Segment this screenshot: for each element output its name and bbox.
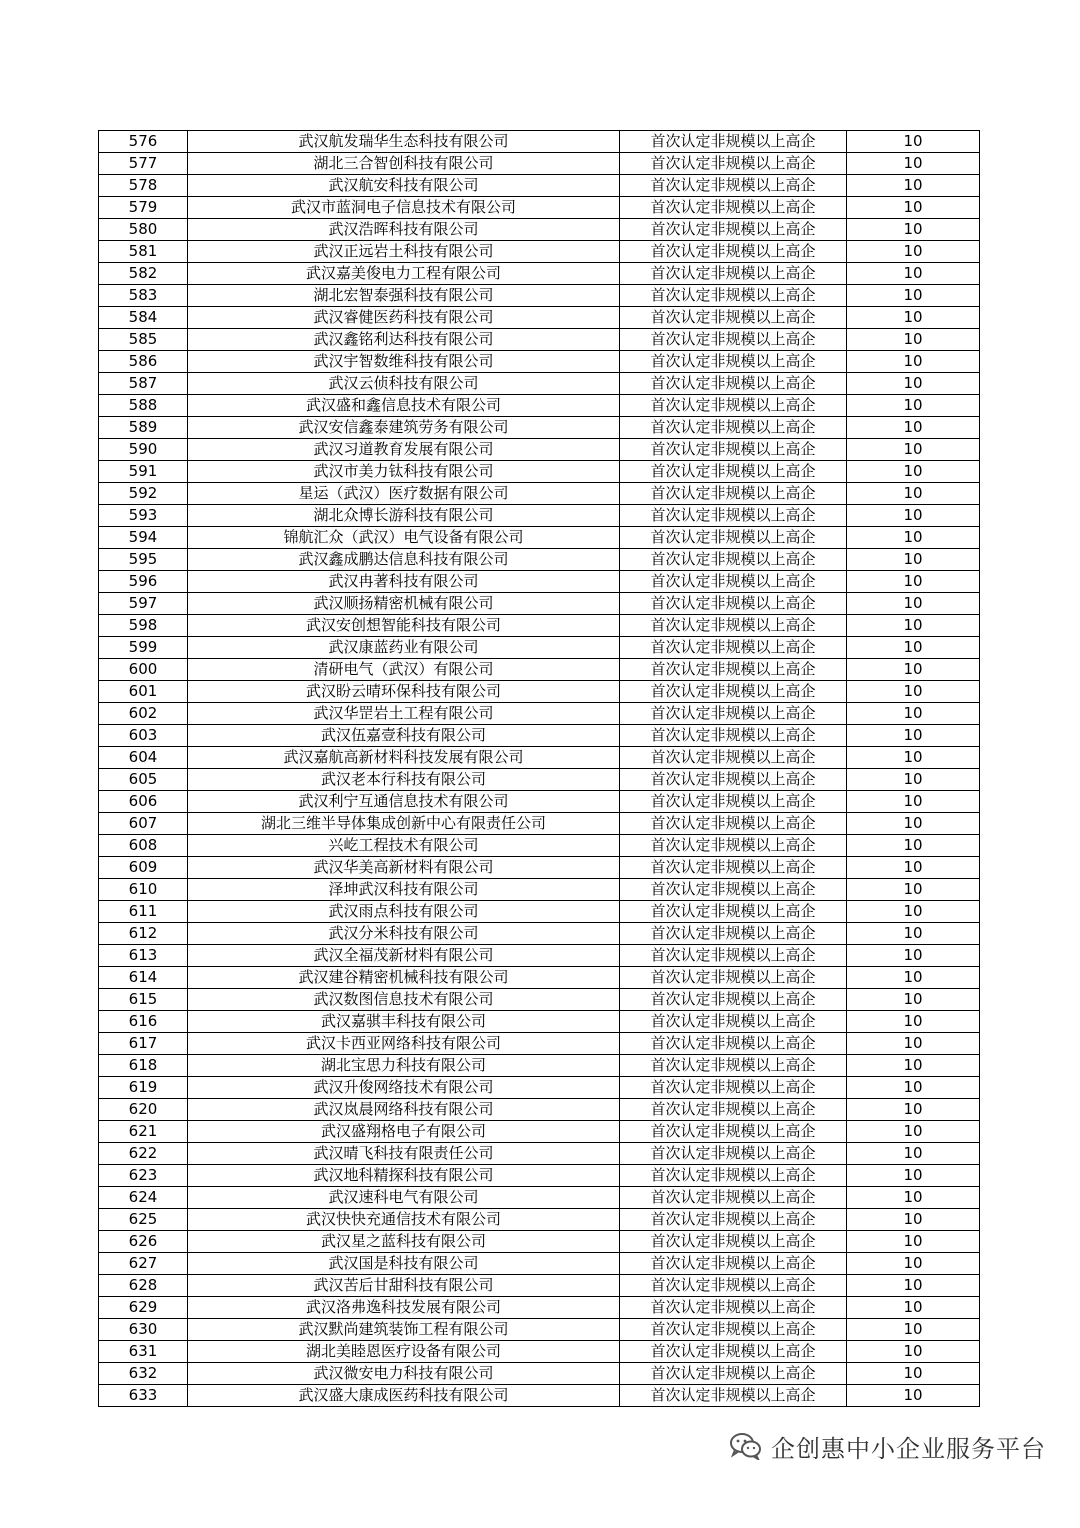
cell-recognition-type: 首次认定非规模以上高企 [620,923,847,945]
cell-score: 10 [847,197,980,219]
cell-score: 10 [847,967,980,989]
cell-recognition-type: 首次认定非规模以上高企 [620,483,847,505]
cell-company-name: 武汉卡西亚网络科技有限公司 [188,1033,620,1055]
cell-company-name: 武汉安信鑫泰建筑劳务有限公司 [188,417,620,439]
cell-company-name: 武汉航发瑞华生态科技有限公司 [188,131,620,153]
cell-company-name: 武汉嘉航高新材料科技发展有限公司 [188,747,620,769]
cell-recognition-type: 首次认定非规模以上高企 [620,681,847,703]
cell-number: 612 [99,923,188,945]
table-row [99,131,980,153]
cell-company-name: 湖北众博长游科技有限公司 [188,505,620,527]
cell-number: 619 [99,1077,188,1099]
cell-score: 10 [847,703,980,725]
cell-company-name: 武汉习道教育发展有限公司 [188,439,620,461]
cell-company-name: 武汉浩晖科技有限公司 [188,219,620,241]
cell-number: 607 [99,813,188,835]
cell-company-name: 湖北宝思力科技有限公司 [188,1055,620,1077]
cell-company-name: 武汉睿健医药科技有限公司 [188,307,620,329]
cell-recognition-type: 首次认定非规模以上高企 [620,901,847,923]
cell-number: 591 [99,461,188,483]
cell-number: 624 [99,1187,188,1209]
cell-recognition-type: 首次认定非规模以上高企 [620,1033,847,1055]
table-row [99,901,980,923]
cell-company-name: 武汉冉著科技有限公司 [188,571,620,593]
cell-score: 10 [847,175,980,197]
cell-recognition-type: 首次认定非规模以上高企 [620,857,847,879]
cell-recognition-type: 首次认定非规模以上高企 [620,1253,847,1275]
cell-score: 10 [847,1187,980,1209]
cell-company-name: 武汉升俊网络技术有限公司 [188,1077,620,1099]
cell-number: 595 [99,549,188,571]
cell-score: 10 [847,417,980,439]
cell-recognition-type: 首次认定非规模以上高企 [620,1209,847,1231]
cell-number: 602 [99,703,188,725]
cell-company-name: 武汉华美高新材料有限公司 [188,857,620,879]
table-row [99,505,980,527]
table-row [99,1165,980,1187]
cell-number: 596 [99,571,188,593]
cell-company-name: 武汉顺扬精密机械有限公司 [188,593,620,615]
cell-recognition-type: 首次认定非规模以上高企 [620,1121,847,1143]
cell-number: 629 [99,1297,188,1319]
cell-number: 584 [99,307,188,329]
cell-recognition-type: 首次认定非规模以上高企 [620,285,847,307]
table-row [99,527,980,549]
table-row [99,263,980,285]
cell-recognition-type: 首次认定非规模以上高企 [620,439,847,461]
table-row [99,1187,980,1209]
cell-company-name: 武汉国是科技有限公司 [188,1253,620,1275]
cell-score: 10 [847,857,980,879]
company-table [98,130,980,1407]
cell-company-name: 武汉速科电气有限公司 [188,1187,620,1209]
cell-score: 10 [847,681,980,703]
cell-score: 10 [847,593,980,615]
cell-number: 625 [99,1209,188,1231]
cell-score: 10 [847,527,980,549]
cell-company-name: 武汉星之蓝科技有限公司 [188,1231,620,1253]
cell-recognition-type: 首次认定非规模以上高企 [620,1297,847,1319]
cell-company-name: 武汉数图信息技术有限公司 [188,989,620,1011]
cell-number: 633 [99,1385,188,1407]
table-row [99,1275,980,1297]
cell-company-name: 武汉云侦科技有限公司 [188,373,620,395]
table-row [99,725,980,747]
cell-score: 10 [847,351,980,373]
cell-company-name: 武汉默尚建筑装饰工程有限公司 [188,1319,620,1341]
cell-recognition-type: 首次认定非规模以上高企 [620,1011,847,1033]
cell-score: 10 [847,461,980,483]
table-row [99,1253,980,1275]
table-row [99,1121,980,1143]
cell-number: 610 [99,879,188,901]
table-row [99,461,980,483]
cell-recognition-type: 首次认定非规模以上高企 [620,1319,847,1341]
cell-score: 10 [847,1011,980,1033]
cell-recognition-type: 首次认定非规模以上高企 [620,1385,847,1407]
cell-number: 598 [99,615,188,637]
cell-company-name: 武汉微安电力科技有限公司 [188,1363,620,1385]
table-row [99,439,980,461]
watermark [729,1431,1046,1461]
table-row [99,989,980,1011]
cell-company-name: 武汉苦后甘甜科技有限公司 [188,1275,620,1297]
cell-score: 10 [847,659,980,681]
cell-recognition-type: 首次认定非规模以上高企 [620,461,847,483]
cell-score: 10 [847,945,980,967]
cell-recognition-type: 首次认定非规模以上高企 [620,1055,847,1077]
cell-recognition-type: 首次认定非规模以上高企 [620,527,847,549]
cell-recognition-type: 首次认定非规模以上高企 [620,351,847,373]
cell-number: 604 [99,747,188,769]
cell-number: 623 [99,1165,188,1187]
cell-score: 10 [847,1033,980,1055]
cell-number: 621 [99,1121,188,1143]
cell-recognition-type: 首次认定非规模以上高企 [620,703,847,725]
cell-number: 630 [99,1319,188,1341]
table-row [99,703,980,725]
cell-company-name: 兴屹工程技术有限公司 [188,835,620,857]
cell-score: 10 [847,307,980,329]
cell-recognition-type: 首次认定非规模以上高企 [620,241,847,263]
table-row [99,681,980,703]
cell-number: 583 [99,285,188,307]
table-row [99,835,980,857]
cell-score: 10 [847,373,980,395]
cell-score: 10 [847,439,980,461]
table-row [99,395,980,417]
cell-number: 576 [99,131,188,153]
cell-recognition-type: 首次认定非规模以上高企 [620,989,847,1011]
cell-recognition-type: 首次认定非规模以上高企 [620,505,847,527]
table-row [99,791,980,813]
cell-score: 10 [847,989,980,1011]
cell-company-name: 武汉华罡岩土工程有限公司 [188,703,620,725]
cell-number: 605 [99,769,188,791]
cell-score: 10 [847,395,980,417]
cell-company-name: 武汉盼云晴环保科技有限公司 [188,681,620,703]
table-row [99,879,980,901]
cell-score: 10 [847,835,980,857]
cell-score: 10 [847,1363,980,1385]
table-row [99,219,980,241]
cell-company-name: 武汉嘉美俊电力工程有限公司 [188,263,620,285]
cell-score: 10 [847,1121,980,1143]
table-row [99,285,980,307]
cell-score: 10 [847,791,980,813]
table-row [99,1099,980,1121]
cell-recognition-type: 首次认定非规模以上高企 [620,549,847,571]
cell-recognition-type: 首次认定非规模以上高企 [620,131,847,153]
cell-number: 579 [99,197,188,219]
cell-recognition-type: 首次认定非规模以上高企 [620,659,847,681]
cell-company-name: 武汉盛大康成医药科技有限公司 [188,1385,620,1407]
cell-company-name: 武汉分米科技有限公司 [188,923,620,945]
table-row [99,1209,980,1231]
cell-recognition-type: 首次认定非规模以上高企 [620,571,847,593]
cell-company-name: 武汉伍嘉壹科技有限公司 [188,725,620,747]
cell-number: 581 [99,241,188,263]
cell-score: 10 [847,1275,980,1297]
cell-number: 594 [99,527,188,549]
cell-number: 631 [99,1341,188,1363]
cell-recognition-type: 首次认定非规模以上高企 [620,835,847,857]
cell-number: 613 [99,945,188,967]
cell-score: 10 [847,615,980,637]
cell-company-name: 湖北美睦恩医疗设备有限公司 [188,1341,620,1363]
cell-recognition-type: 首次认定非规模以上高企 [620,219,847,241]
cell-company-name: 武汉雨点科技有限公司 [188,901,620,923]
table-row [99,1055,980,1077]
cell-number: 611 [99,901,188,923]
cell-score: 10 [847,1385,980,1407]
table-row [99,351,980,373]
cell-number: 600 [99,659,188,681]
cell-score: 10 [847,923,980,945]
cell-recognition-type: 首次认定非规模以上高企 [620,637,847,659]
cell-score: 10 [847,1143,980,1165]
table-row [99,373,980,395]
cell-number: 588 [99,395,188,417]
table-row [99,615,980,637]
cell-number: 582 [99,263,188,285]
cell-score: 10 [847,571,980,593]
cell-recognition-type: 首次认定非规模以上高企 [620,615,847,637]
cell-score: 10 [847,1209,980,1231]
cell-score: 10 [847,263,980,285]
cell-recognition-type: 首次认定非规模以上高企 [620,1099,847,1121]
cell-company-name: 锦航汇众（武汉）电气设备有限公司 [188,527,620,549]
cell-company-name: 武汉晴飞科技有限责任公司 [188,1143,620,1165]
cell-recognition-type: 首次认定非规模以上高企 [620,967,847,989]
cell-company-name: 湖北三维半导体集成创新中心有限责任公司 [188,813,620,835]
table-row [99,1319,980,1341]
cell-company-name: 武汉建谷精密机械科技有限公司 [188,967,620,989]
cell-recognition-type: 首次认定非规模以上高企 [620,1231,847,1253]
cell-score: 10 [847,747,980,769]
cell-score: 10 [847,1055,980,1077]
cell-recognition-type: 首次认定非规模以上高企 [620,791,847,813]
cell-number: 608 [99,835,188,857]
cell-number: 585 [99,329,188,351]
table-row [99,1385,980,1407]
cell-score: 10 [847,769,980,791]
table-row [99,923,980,945]
table-row [99,637,980,659]
cell-company-name: 武汉嘉骐丰科技有限公司 [188,1011,620,1033]
cell-company-name: 武汉洛弗逸科技发展有限公司 [188,1297,620,1319]
cell-number: 627 [99,1253,188,1275]
cell-recognition-type: 首次认定非规模以上高企 [620,725,847,747]
cell-number: 632 [99,1363,188,1385]
cell-number: 615 [99,989,188,1011]
cell-company-name: 清研电气（武汉）有限公司 [188,659,620,681]
table-row [99,747,980,769]
cell-recognition-type: 首次认定非规模以上高企 [620,593,847,615]
table-row [99,307,980,329]
watermark-text: 企创惠中小企业服务平台 [771,1434,1046,1463]
table-row [99,1077,980,1099]
cell-recognition-type: 首次认定非规模以上高企 [620,197,847,219]
cell-company-name: 武汉市蓝洞电子信息技术有限公司 [188,197,620,219]
cell-score: 10 [847,901,980,923]
cell-score: 10 [847,483,980,505]
cell-score: 10 [847,1077,980,1099]
table-row [99,769,980,791]
cell-number: 626 [99,1231,188,1253]
cell-company-name: 武汉市美力钛科技有限公司 [188,461,620,483]
cell-number: 609 [99,857,188,879]
cell-score: 10 [847,725,980,747]
cell-company-name: 武汉正远岩土科技有限公司 [188,241,620,263]
cell-score: 10 [847,549,980,571]
cell-recognition-type: 首次认定非规模以上高企 [620,1275,847,1297]
cell-score: 10 [847,153,980,175]
wechat-icon [729,1432,763,1460]
cell-number: 599 [99,637,188,659]
cell-company-name: 武汉航安科技有限公司 [188,175,620,197]
cell-recognition-type: 首次认定非规模以上高企 [620,813,847,835]
cell-company-name: 武汉安创想智能科技有限公司 [188,615,620,637]
table-row [99,1341,980,1363]
cell-number: 618 [99,1055,188,1077]
cell-number: 614 [99,967,188,989]
cell-recognition-type: 首次认定非规模以上高企 [620,769,847,791]
table-row [99,1143,980,1165]
cell-recognition-type: 首次认定非规模以上高企 [620,1165,847,1187]
cell-company-name: 武汉宇智数维科技有限公司 [188,351,620,373]
table-row [99,1363,980,1385]
cell-company-name: 武汉老本行科技有限公司 [188,769,620,791]
cell-company-name: 湖北宏智泰强科技有限公司 [188,285,620,307]
table-row [99,813,980,835]
cell-number: 577 [99,153,188,175]
cell-number: 616 [99,1011,188,1033]
cell-company-name: 武汉快快充通信技术有限公司 [188,1209,620,1231]
cell-recognition-type: 首次认定非规模以上高企 [620,879,847,901]
table-row [99,1297,980,1319]
cell-company-name: 武汉康蓝药业有限公司 [188,637,620,659]
cell-recognition-type: 首次认定非规模以上高企 [620,263,847,285]
table-row [99,1231,980,1253]
cell-number: 603 [99,725,188,747]
table-row [99,549,980,571]
cell-number: 590 [99,439,188,461]
cell-number: 587 [99,373,188,395]
cell-score: 10 [847,813,980,835]
cell-number: 580 [99,219,188,241]
cell-company-name: 武汉鑫铭利达科技有限公司 [188,329,620,351]
cell-score: 10 [847,131,980,153]
table-row [99,593,980,615]
cell-number: 617 [99,1033,188,1055]
table-row [99,329,980,351]
table-row [99,241,980,263]
cell-recognition-type: 首次认定非规模以上高企 [620,307,847,329]
cell-score: 10 [847,329,980,351]
cell-recognition-type: 首次认定非规模以上高企 [620,373,847,395]
table-row [99,571,980,593]
cell-score: 10 [847,1297,980,1319]
cell-recognition-type: 首次认定非规模以上高企 [620,1341,847,1363]
cell-company-name: 武汉利宁互通信息技术有限公司 [188,791,620,813]
cell-number: 620 [99,1099,188,1121]
cell-score: 10 [847,1319,980,1341]
cell-recognition-type: 首次认定非规模以上高企 [620,747,847,769]
cell-recognition-type: 首次认定非规模以上高企 [620,395,847,417]
cell-number: 597 [99,593,188,615]
cell-company-name: 武汉全福茂新材料有限公司 [188,945,620,967]
cell-number: 589 [99,417,188,439]
cell-company-name: 武汉岚晨网络科技有限公司 [188,1099,620,1121]
cell-score: 10 [847,1253,980,1275]
cell-number: 592 [99,483,188,505]
cell-score: 10 [847,505,980,527]
cell-score: 10 [847,219,980,241]
table-row [99,659,980,681]
cell-recognition-type: 首次认定非规模以上高企 [620,153,847,175]
cell-score: 10 [847,1099,980,1121]
cell-score: 10 [847,1165,980,1187]
table-row [99,153,980,175]
cell-company-name: 武汉盛和鑫信息技术有限公司 [188,395,620,417]
cell-number: 601 [99,681,188,703]
table-row [99,967,980,989]
cell-recognition-type: 首次认定非规模以上高企 [620,175,847,197]
table-body [99,131,980,1407]
cell-company-name: 泽坤武汉科技有限公司 [188,879,620,901]
cell-number: 606 [99,791,188,813]
table-row [99,1011,980,1033]
cell-score: 10 [847,879,980,901]
cell-score: 10 [847,1341,980,1363]
cell-number: 593 [99,505,188,527]
table-row [99,945,980,967]
cell-recognition-type: 首次认定非规模以上高企 [620,329,847,351]
cell-company-name: 星运（武汉）医疗数据有限公司 [188,483,620,505]
table-row [99,417,980,439]
cell-number: 586 [99,351,188,373]
cell-recognition-type: 首次认定非规模以上高企 [620,1187,847,1209]
cell-number: 628 [99,1275,188,1297]
cell-recognition-type: 首次认定非规模以上高企 [620,417,847,439]
cell-company-name: 武汉鑫成鹏达信息科技有限公司 [188,549,620,571]
cell-number: 622 [99,1143,188,1165]
table-row [99,483,980,505]
table-row [99,1033,980,1055]
cell-recognition-type: 首次认定非规模以上高企 [620,1363,847,1385]
cell-score: 10 [847,637,980,659]
cell-recognition-type: 首次认定非规模以上高企 [620,1077,847,1099]
cell-recognition-type: 首次认定非规模以上高企 [620,1143,847,1165]
table-row [99,197,980,219]
cell-company-name: 武汉盛翔格电子有限公司 [188,1121,620,1143]
table-row [99,175,980,197]
cell-score: 10 [847,285,980,307]
cell-number: 578 [99,175,188,197]
cell-company-name: 武汉地科精探科技有限公司 [188,1165,620,1187]
table-row [99,857,980,879]
cell-company-name: 湖北三合智创科技有限公司 [188,153,620,175]
cell-recognition-type: 首次认定非规模以上高企 [620,945,847,967]
cell-score: 10 [847,1231,980,1253]
cell-score: 10 [847,241,980,263]
